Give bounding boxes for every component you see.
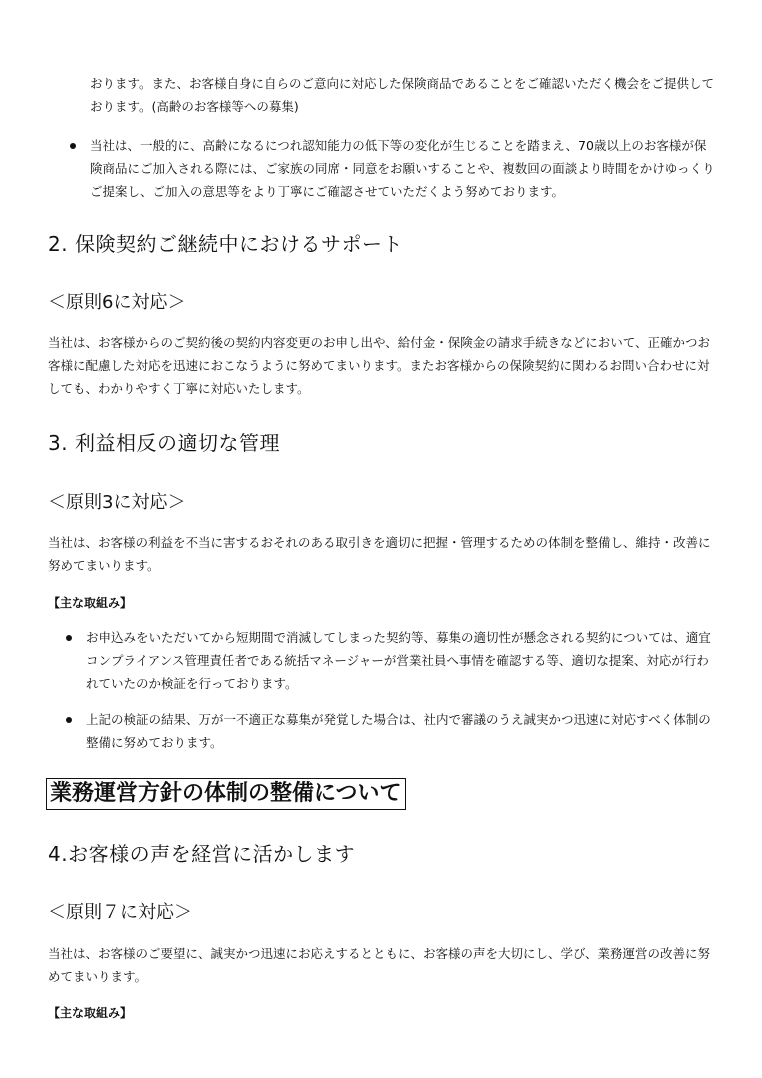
- boxed-heading: 業務運営方針の体制の整備について: [46, 778, 406, 810]
- section4-body: 当社は、お客様のご要望に、誠実かつ迅速にお応えするとともに、お客様の声を大切にし、学び、業務運営の改善に努めてまいります。: [48, 946, 711, 984]
- section3-bullet-1: お申込みをいただいてから短期間で消滅してしまった契約等、募集の適切性が懸念される契約については、適宜コンプライアンス管理責任者である統括マネージャーが営業社員へ事情を確認する等、適切な提案、対応が行われていたのか検証を行っております。: [86, 630, 711, 691]
- section4-principle: ＜原則７に対応＞: [48, 902, 192, 923]
- section3-heading: 3. 利益相反の適切な管理: [48, 431, 280, 455]
- bullet-icon: [66, 635, 72, 641]
- list-item: [86, 626, 716, 695]
- bullet-icon: [66, 717, 72, 723]
- section3-body: 当社は、お客様の利益を不当に害するおそれのある取引きを適切に把握・管理するための体制を整備し、維持・改善に努めてまいります。: [48, 535, 711, 573]
- section3-label: 【主な取組み】: [48, 596, 133, 610]
- section3-bullet-2: 上記の検証の結果、万が一不適正な募集が発覚した場合は、社内で審議のうえ誠実かつ迅速に対応すべく体制の整備に努めております。: [86, 712, 711, 750]
- section2-body: 当社は、お客様からのご契約後の契約内容変更のお申し出や、給付金・保険金の請求手続きなどにおいて、正確かつお客様に配慮した対応を迅速におこなうように努めてまいります。またお客様からの保険契約に関わるお問い合わせに対しても、わかりやすく丁寧に対応いたします。: [48, 335, 711, 396]
- section3-principle: ＜原則3に対応＞: [48, 492, 186, 513]
- bullet-elderly-text: 当社は、一般的に、高齢になるにつれ認知能力の低下等の変化が生じることを踏まえ、70歳以上のお客様が保険商品にご加入される際には、ご家族の同席・同意をお願いすることや、複数回の面談より時間をかけゆっくりご提案し、ご加入の意思等をより丁寧にご確認させていただくよう努めております。: [90, 138, 715, 199]
- section2-heading: 2. 保険契約ご継続中におけるサポート: [48, 232, 403, 256]
- continuation-text: おります。また、お客様自身に自らのご意向に対応した保険商品であることをご確認いただく機会をご提供しております。(高齢のお客様等への募集): [90, 76, 715, 114]
- section4-heading: 4.お客様の声を経営に活かします: [48, 842, 356, 866]
- section4-label: 【主な取組み】: [48, 1006, 133, 1020]
- list-item: [90, 134, 715, 203]
- list-item: [86, 708, 716, 754]
- bullet-icon: [70, 143, 76, 149]
- section2-principle: ＜原則6に対応＞: [48, 292, 186, 313]
